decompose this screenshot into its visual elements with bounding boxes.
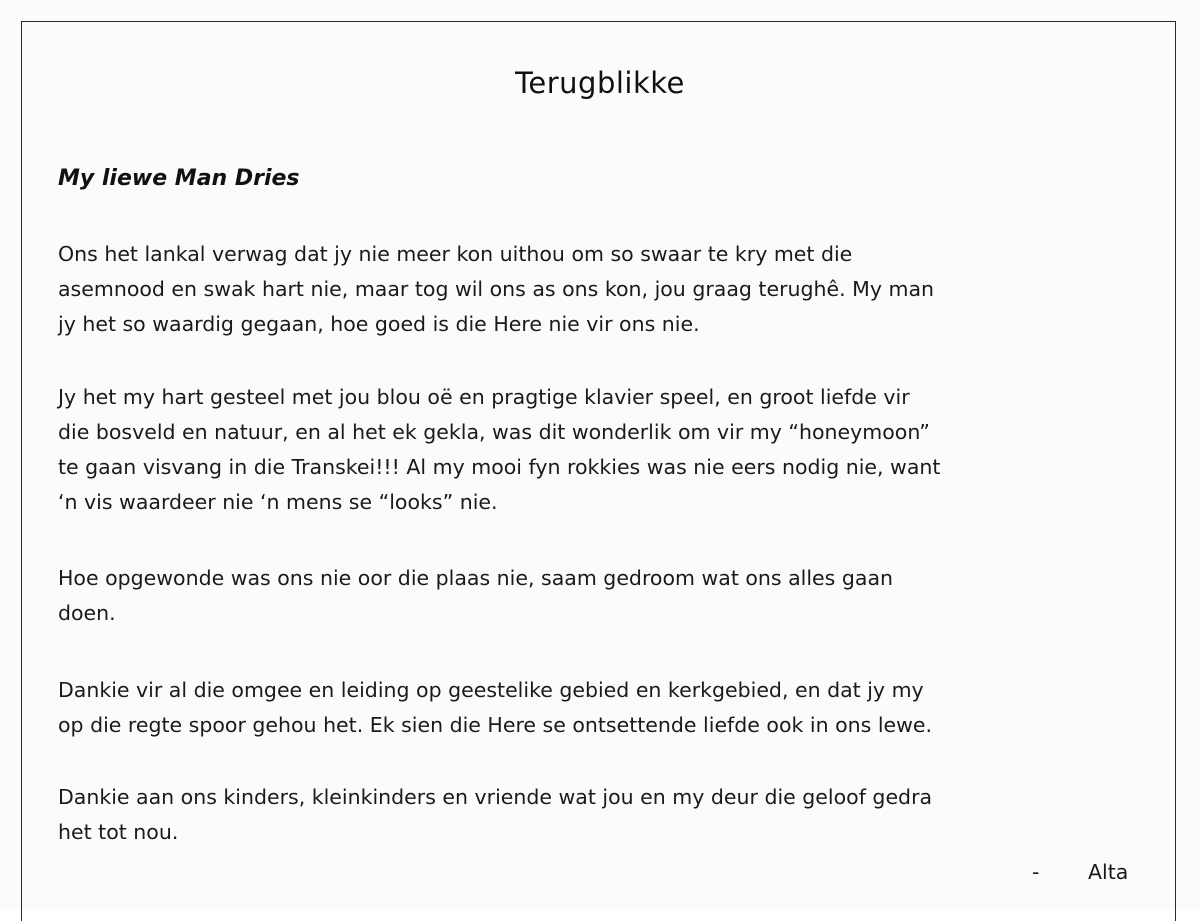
paragraph-line: op die regte spoor gehou het. Ek sien die Here se ontsettende liefde ook in ons lewe. <box>58 713 933 737</box>
salutation: My liewe Man Dries <box>58 166 300 191</box>
paragraph-line: ‘n vis waardeer nie ‘n mens se “looks” nie. <box>58 490 498 514</box>
signoff-name: Alta <box>1088 860 1129 884</box>
paragraph-4 <box>58 673 1158 743</box>
paragraph-line: Ons het lankal verwag dat jy nie meer kon uithou om so swaar te kry met die <box>58 242 853 266</box>
paragraph-1 <box>58 237 1158 342</box>
signoff <box>1032 855 1128 890</box>
signoff-dash: - <box>1032 860 1040 884</box>
paragraph-line: het tot nou. <box>58 820 179 844</box>
paragraph-line: die bosveld en natuur, en al het ek gekla, was dit wonderlik om vir my “honeymoon” <box>58 420 930 444</box>
document-title: Terugblikke <box>515 66 685 100</box>
paragraph-line: te gaan visvang in die Transkei!!! Al my mooi fyn rokkies was nie eers nodig nie, want <box>58 455 941 479</box>
paragraph-line: Dankie aan ons kinders, kleinkinders en vriende wat jou en my deur die geloof gedra <box>58 785 933 809</box>
paragraph-line: Dankie vir al die omgee en leiding op geestelike gebied en kerkgebied, en dat jy my <box>58 678 924 702</box>
paragraph-line: jy het so waardig gegaan, hoe goed is die Here nie vir ons nie. <box>58 312 700 336</box>
paragraph-5 <box>58 780 1158 850</box>
paragraph-2 <box>58 380 1158 520</box>
paragraph-line: Jy het my hart gesteel met jou blou oë en pragtige klavier speel, en groot liefde vir <box>58 385 910 409</box>
paragraph-line: doen. <box>58 601 116 625</box>
paragraph-line: Hoe opgewonde was ons nie oor die plaas nie, saam gedroom wat ons alles gaan <box>58 566 893 590</box>
paragraph-3 <box>58 561 1158 631</box>
paragraph-line: asemnood en swak hart nie, maar tog wil ons as ons kon, jou graag terughê. My man <box>58 277 934 301</box>
